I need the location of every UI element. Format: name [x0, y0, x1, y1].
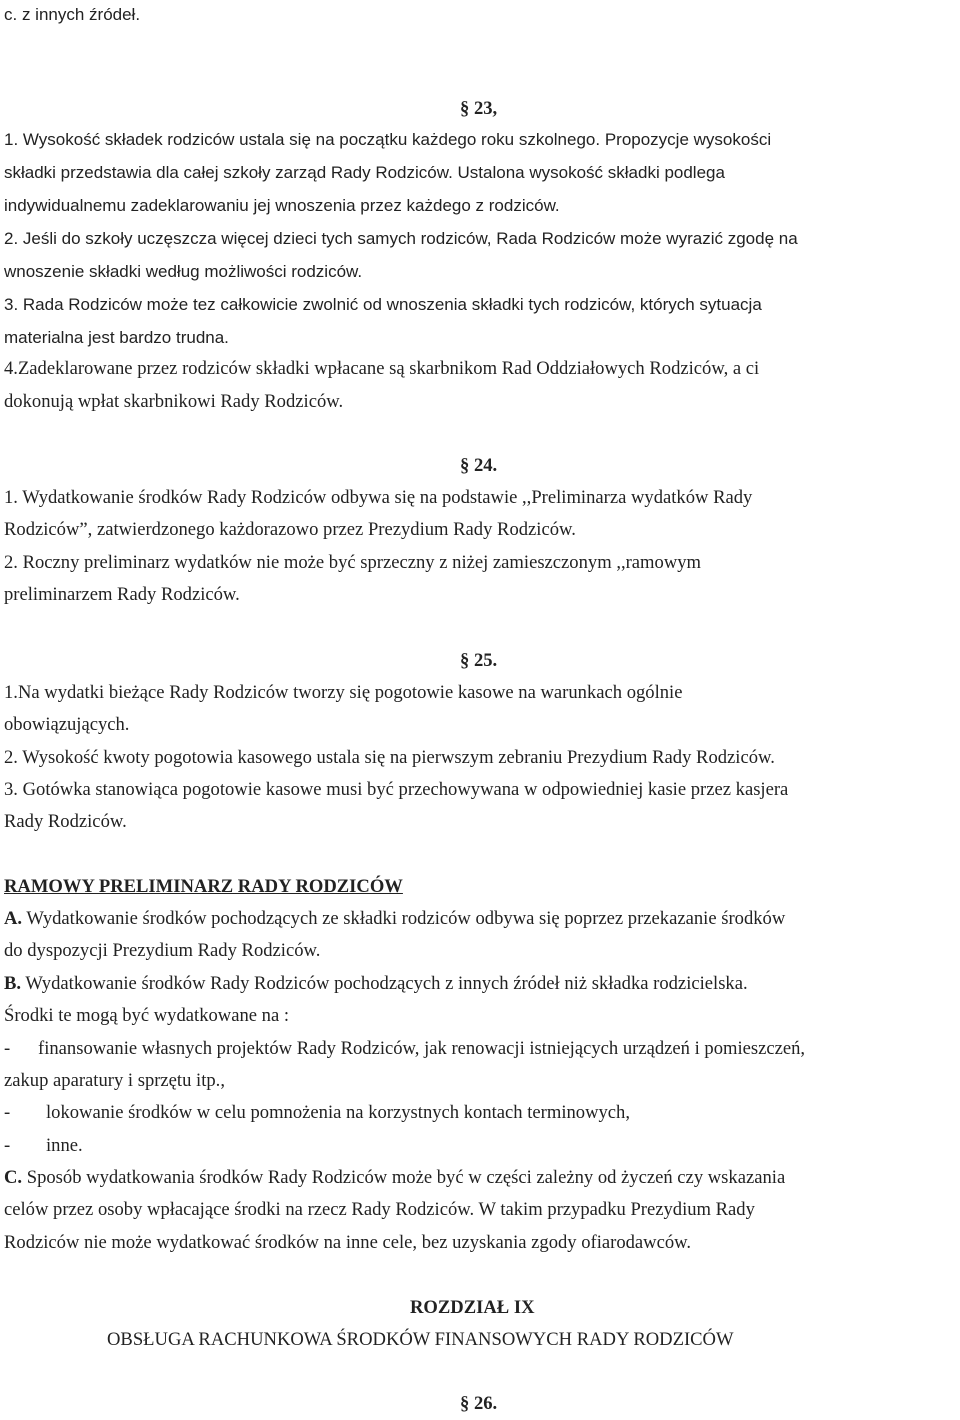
section-number-25: § 25.: [460, 650, 498, 671]
list-item-text: inne.: [46, 1135, 83, 1156]
section-number-24: § 24.: [460, 455, 498, 476]
item-label-c: C.: [4, 1167, 23, 1188]
text-line: 3. Gotówka stanowiąca pogotowie kasowe musi być przechowywana w odpowiedniej kasie przez kasjera: [4, 779, 789, 800]
text-line: preliminarzem Rady Rodziców.: [4, 584, 240, 605]
list-item: [4, 1100, 630, 1126]
section-heading: RAMOWY PRELIMINARZ RADY RODZICÓW: [4, 876, 403, 897]
text-line: 1. Wydatkowanie środków Rady Rodziców odbywa się na podstawie ,,Preliminarza wydatków Rady: [4, 487, 753, 508]
list-dash: -: [4, 1038, 11, 1059]
text-line: Rady Rodziców.: [4, 811, 127, 832]
list-item: [4, 1133, 83, 1159]
text-line: 1.Na wydatki bieżące Rady Rodziców tworzy się pogotowie kasowe na warunkach ogólnie: [4, 682, 683, 703]
list-item-text: finansowanie własnych projektów Rady Rodziców, jak renowacji istniejących urządzeń i pomieszczeń,: [38, 1038, 806, 1059]
list-item-text: lokowanie środków w celu pomnożenia na korzystnych kontach terminowych,: [46, 1102, 630, 1123]
list-dash: -: [4, 1135, 11, 1156]
text-line: materialna jest bardzo trudna.: [4, 328, 229, 347]
text-line: dokonują wpłat skarbnikowi Rady Rodziców.: [4, 391, 344, 412]
list-item: [4, 1036, 805, 1062]
text-line: składki przedstawia dla całej szkoły zarząd Rady Rodziców. Ustalona wysokość składki podlega: [4, 163, 725, 182]
text-line: Rodziców”, zatwierdzonego każdorazowo przez Prezydium Rady Rodziców.: [4, 519, 576, 540]
text-line: zakup aparatury i sprzętu itp.,: [4, 1070, 225, 1091]
text-line: obowiązujących.: [4, 714, 130, 735]
text-line: 2. Roczny preliminarz wydatków nie może być sprzeczny z niżej zamieszczonym ,,ramowym: [4, 552, 702, 573]
text-span: Wydatkowanie środków Rady Rodziców pochodzących z innych źródeł niż składka rodzicielska.: [21, 973, 748, 994]
item-label-b: B.: [4, 973, 22, 994]
text-line: Środki te mogą być wydatkowane na :: [4, 1005, 290, 1026]
paragraph-a: [4, 906, 785, 932]
text-line: 2. Jeśli do szkoły uczęszcza więcej dzieci tych samych rodziców, Rada Rodziców może wyrazić zgodę na: [4, 229, 798, 248]
text-line: 3. Rada Rodziców może tez całkowicie zwolnić od wnoszenia składki tych rodziców, których sytuacja: [4, 295, 762, 314]
list-dash: -: [4, 1102, 11, 1123]
paragraph-b: [4, 971, 748, 997]
chapter-number: ROZDZIAŁ IX: [410, 1297, 535, 1318]
text-line: do dyspozycji Prezydium Rady Rodziców.: [4, 940, 321, 961]
text-line: c. z innych źródeł.: [4, 5, 141, 24]
text-line: celów przez osoby wpłacające środki na rzecz Rady Rodziców. W takim przypadku Prezydium Rady: [4, 1199, 755, 1220]
text-line: 4.Zadeklarowane przez rodziców składki wpłacane są skarbnikom Rad Oddziałowych Rodziców, a ci: [4, 358, 760, 379]
text-span: Wydatkowanie środków pochodzących ze składki rodziców odbywa się poprzez przekazanie środków: [22, 908, 786, 929]
text-span: Sposób wydatkowania środków Rady Rodziców może być w części zależny od życzeń czy wskazania: [22, 1167, 786, 1188]
chapter-title: OBSŁUGA RACHUNKOWA ŚRODKÓW FINANSOWYCH RADY RODZICÓW: [107, 1329, 734, 1350]
item-label-a: A.: [4, 908, 23, 929]
text-line: wnoszenie składki według możliwości rodziców.: [4, 262, 363, 281]
text-line: indywidualnemu zadeklarowaniu jej wnoszenia przez każdego z rodziców.: [4, 196, 560, 215]
section-number-26: § 26.: [460, 1393, 498, 1414]
section-number-23: § 23,: [460, 98, 498, 119]
text-line: Rodziców nie może wydatkować środków na inne cele, bez uzyskania zgody ofiarodawców.: [4, 1232, 692, 1253]
text-line: 1. Wysokość składek rodziców ustala się na początku każdego roku szkolnego. Propozycje wysokości: [4, 130, 772, 149]
paragraph-c: [4, 1165, 785, 1191]
text-line: 2. Wysokość kwoty pogotowia kasowego ustala się na pierwszym zebraniu Prezydium Rady Rodziców.: [4, 747, 775, 768]
